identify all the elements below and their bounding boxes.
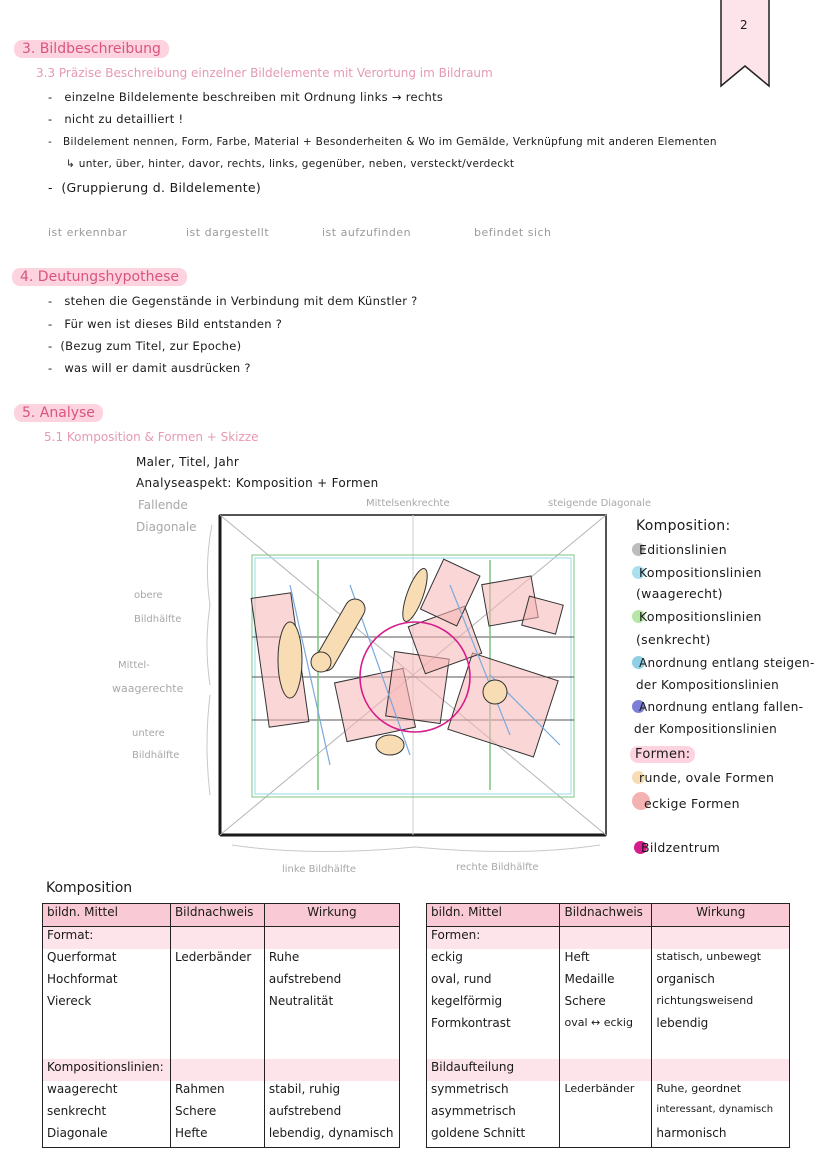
label-untere-2: Bildhälfte (132, 750, 180, 761)
table-left-header: bildn. Mittel Bildnachweis Wirkung (43, 904, 400, 927)
legend-item-4: Kompositionslinien (632, 609, 762, 624)
table-row: Bildaufteilung (427, 1059, 790, 1081)
section4-title: 4. Deutungshypothese (12, 268, 187, 286)
section4-bullet-2: - Für wen ist dieses Bild entstanden ? (48, 317, 283, 331)
table-row: asymmetrisch interessant, dynamisch (427, 1103, 790, 1125)
section3-subtitle: 3.3 Präzise Beschreibung einzelner Bildelemente mit Verortung im Bildraum (36, 66, 493, 80)
legend-form-2: eckige Formen (632, 792, 740, 811)
label-rechte: rechte Bildhälfte (456, 862, 539, 873)
section5-subtitle: 5.1 Komposition & Formen + Skizze (44, 430, 259, 444)
phrase-3: ist aufzufinden (322, 226, 412, 239)
table-row (43, 1037, 400, 1059)
legend-item-7: der Kompositionslinien (636, 678, 780, 692)
table-left (42, 903, 400, 1148)
label-fallende: Fallende (138, 498, 188, 512)
section5-line-2: Analyseaspekt: Komposition + Formen (136, 476, 379, 490)
table-right (426, 903, 790, 1148)
table-row: Format: (43, 927, 400, 950)
legend-forms-heading: Formen: (630, 746, 695, 763)
legend-center: Bildzentrum (634, 840, 720, 855)
table-row: kegelförmig Schere richtungsweisend (427, 993, 790, 1015)
table-row: Formen: (427, 927, 790, 950)
legend-item-2: Kompositionslinien (632, 565, 762, 580)
legend-item-9: der Kompositionslinien (634, 722, 778, 736)
legend-item-1: Editionslinien (632, 542, 727, 557)
table-row: waagerecht Rahmen stabil, ruhig (43, 1081, 400, 1103)
section4-bullet-3: - (Bezug zum Titel, zur Epoche) (48, 339, 242, 353)
section3-bullet-4: - (Gruppierung d. Bildelemente) (48, 180, 262, 195)
legend-item-6: Anordnung entlang steigen- (632, 656, 815, 670)
legend-item-3: (waagerecht) (636, 586, 723, 601)
table-row: Diagonale Hefte lebendig, dynamisch (43, 1125, 400, 1148)
table-row: goldene Schnitt harmonisch (427, 1125, 790, 1148)
table-row: symmetrisch Lederbänder Ruhe, geordnet (427, 1081, 790, 1103)
section4-bullet-1: - stehen die Gegenstände in Verbindung mit dem Künstler ? (48, 294, 418, 308)
table-row (43, 1015, 400, 1037)
section3-bullet-2: - nicht zu detailliert ! (48, 112, 184, 126)
legend-heading: Komposition: (636, 518, 731, 534)
label-mittel-1: Mittel- (118, 660, 150, 671)
label-linke: linke Bildhälfte (282, 864, 357, 875)
table-row: Kompositionslinien: (43, 1059, 400, 1081)
label-mittelsenkrechte: Mittelsenkrechte (366, 498, 450, 509)
table-title: Komposition (46, 880, 133, 896)
label-diagonale: Diagonale (136, 520, 197, 534)
legend-item-5: (senkrecht) (636, 632, 711, 647)
label-steigende: steigende Diagonale (548, 498, 652, 509)
table-row: Hochformat aufstrebend (43, 971, 400, 993)
table-right-header: bildn. Mittel Bildnachweis Wirkung (427, 904, 790, 927)
table-row: Formkontrast oval ↔ eckig lebendig (427, 1015, 790, 1037)
legend-form-1: runde, ovale Formen (632, 770, 774, 785)
table-row: Querformat Lederbänder Ruhe (43, 949, 400, 971)
label-untere-1: untere (132, 728, 165, 739)
table-row: oval, rund Medaille organisch (427, 971, 790, 993)
table-row (427, 1037, 790, 1059)
legend-item-8: Anordnung entlang fallen- (632, 700, 803, 714)
phrase-4: befindet sich (474, 226, 552, 239)
label-obere-2: Bildhälfte (134, 614, 182, 625)
table-row: senkrecht Schere aufstrebend (43, 1103, 400, 1125)
section5-line-1: Maler, Titel, Jahr (136, 455, 240, 469)
section3-bullet-1: - einzelne Bildelemente beschreiben mit Ordnung links → rechts (48, 90, 444, 104)
table-row: Viereck Neutralität (43, 993, 400, 1015)
section3-bullet-3-detail: ↳ unter, über, hinter, davor, rechts, links, gegenüber, neben, versteckt/verdeckt (66, 158, 515, 170)
section3-title: 3. Bildbeschreibung (14, 40, 169, 58)
label-mittel-2: waagerechte (112, 682, 184, 695)
section5-title: 5. Analyse (14, 404, 103, 422)
phrase-1: ist erkennbar (48, 226, 128, 239)
composition-sketch (190, 505, 630, 870)
label-obere-1: obere (134, 590, 163, 601)
phrase-2: ist dargestellt (186, 226, 270, 239)
section4-bullet-4: - was will er damit ausdrücken ? (48, 361, 251, 375)
table-row: eckig Heft statisch, unbewegt (427, 949, 790, 971)
page-number: 2 (740, 18, 748, 32)
page-bookmark (720, 0, 770, 94)
section3-bullet-3: - Bildelement nennen, Form, Farbe, Material + Besonderheiten & Wo im Gemälde, Verknüpfung mit anderen Elementen (48, 136, 717, 148)
